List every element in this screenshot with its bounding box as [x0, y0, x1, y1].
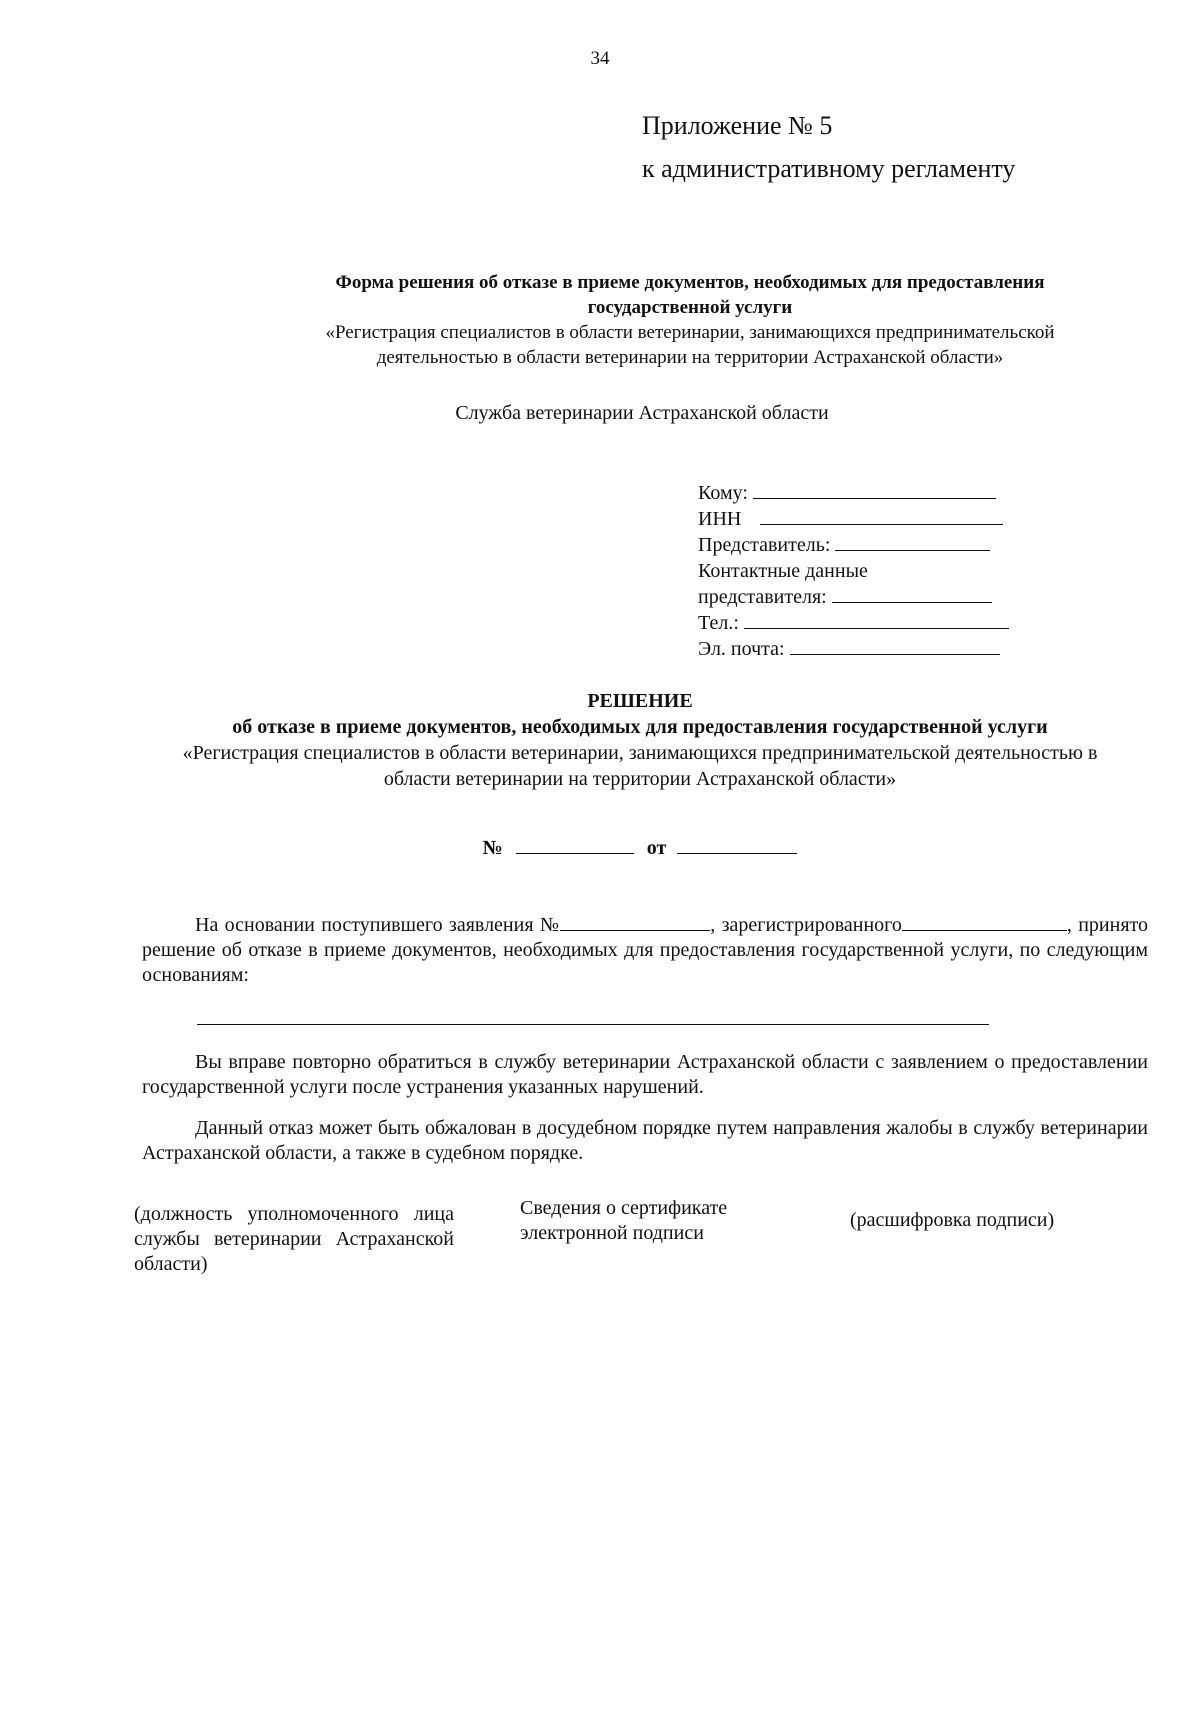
decision-line-3: «Регистрация специалистов в области ветеринарии, занимающихся предпринимательской деятельностью в: [182, 742, 1098, 764]
form-title: [240, 270, 1140, 370]
form-title-line-4: деятельностью в области ветеринарии на территории Астраханской области»: [376, 347, 1004, 368]
recipient-to-row: [698, 480, 1009, 506]
appendix-line-2: к административному регламенту: [642, 154, 1016, 183]
signature-certificate: [520, 1196, 727, 1246]
representative-line[interactable]: [835, 532, 990, 551]
recipient-inn-line[interactable]: [760, 506, 1003, 525]
decision-title: РЕШЕНИЕ: [587, 690, 693, 712]
phone-label: Тел.:: [698, 612, 739, 634]
representative-contact-row: [698, 558, 1009, 584]
signature-position: (должность уполномоченного лица службы ветеринарии Астраханской области): [134, 1203, 454, 1275]
representative-label: Представитель:: [698, 534, 831, 556]
recipient-to-line[interactable]: [753, 480, 996, 499]
certificate-line-1: Сведения о сертификате: [520, 1197, 728, 1219]
recipient-block: [698, 480, 1009, 662]
signature-decoding: (расшифровка подписи): [850, 1209, 1055, 1231]
organization-name: Служба ветеринарии Астраханской области: [455, 402, 829, 424]
certificate-line-2: электронной подписи: [520, 1222, 704, 1244]
decision-number-line: [0, 835, 1200, 860]
recipient-inn-row: [698, 506, 1009, 532]
email-line[interactable]: [790, 636, 1000, 655]
representative-contact-row-2: [698, 584, 1009, 610]
application-number-field[interactable]: [560, 912, 710, 931]
recipient-inn-label: ИНН: [698, 508, 742, 530]
registered-field[interactable]: [902, 912, 1067, 931]
recipient-to-label: Кому:: [698, 482, 748, 504]
application-number-text: На основании поступившего заявления №: [195, 914, 561, 936]
decision-heading: [140, 688, 1140, 792]
phone-row: [698, 610, 1009, 636]
phone-line[interactable]: [744, 610, 1009, 629]
representative-contact-line[interactable]: [832, 584, 992, 603]
grounds-text: принято решение об отказе в приеме документов, необходимых для предоставления государственной услуги, по следующим основаниям:: [142, 914, 1149, 986]
paragraph-appeal: Данный отказ может быть обжалован в досудебном порядке путем направления жалобы в службу ветеринарии Астраханской области, а также в судебном порядке.: [142, 1117, 1148, 1164]
grounds-line[interactable]: [197, 1024, 989, 1025]
page-number: 34: [590, 48, 610, 69]
form-title-bold-2: государственной услуги: [587, 297, 793, 318]
email-label: Эл. почта:: [698, 638, 785, 660]
number-field[interactable]: [516, 835, 634, 854]
representative-contact-label-2: представителя:: [698, 586, 827, 608]
date-field[interactable]: [677, 835, 797, 854]
decision-line-4: области ветеринарии на территории Астраханской области»: [383, 768, 897, 790]
number-label: №: [482, 837, 503, 859]
decision-subtitle: об отказе в приеме документов, необходимых для предоставления государственной услуги: [232, 716, 1048, 738]
representative-contact-label: Контактные данные: [698, 560, 868, 582]
appendix-header: [642, 104, 1015, 190]
appendix-line-1: Приложение № 5: [642, 111, 833, 140]
date-from-label: от: [646, 837, 667, 859]
representative-row: [698, 532, 1009, 558]
form-title-line-3: «Регистрация специалистов в области ветеринарии, занимающихся предпринимательской: [325, 322, 1055, 343]
form-title-bold-1: Форма решения об отказе в приеме документов, необходимых для предоставления: [335, 272, 1045, 293]
email-row: [698, 636, 1009, 662]
registered-text: , зарегистрированного: [710, 914, 902, 936]
paragraph-reapply: Вы вправе повторно обратиться в службу ветеринарии Астраханской области с заявлением о предоставлении государственной услуги после устранения указанных нарушений.: [142, 1051, 1148, 1098]
paragraph-grounds: [142, 912, 1148, 988]
comma: ,: [1066, 914, 1072, 936]
